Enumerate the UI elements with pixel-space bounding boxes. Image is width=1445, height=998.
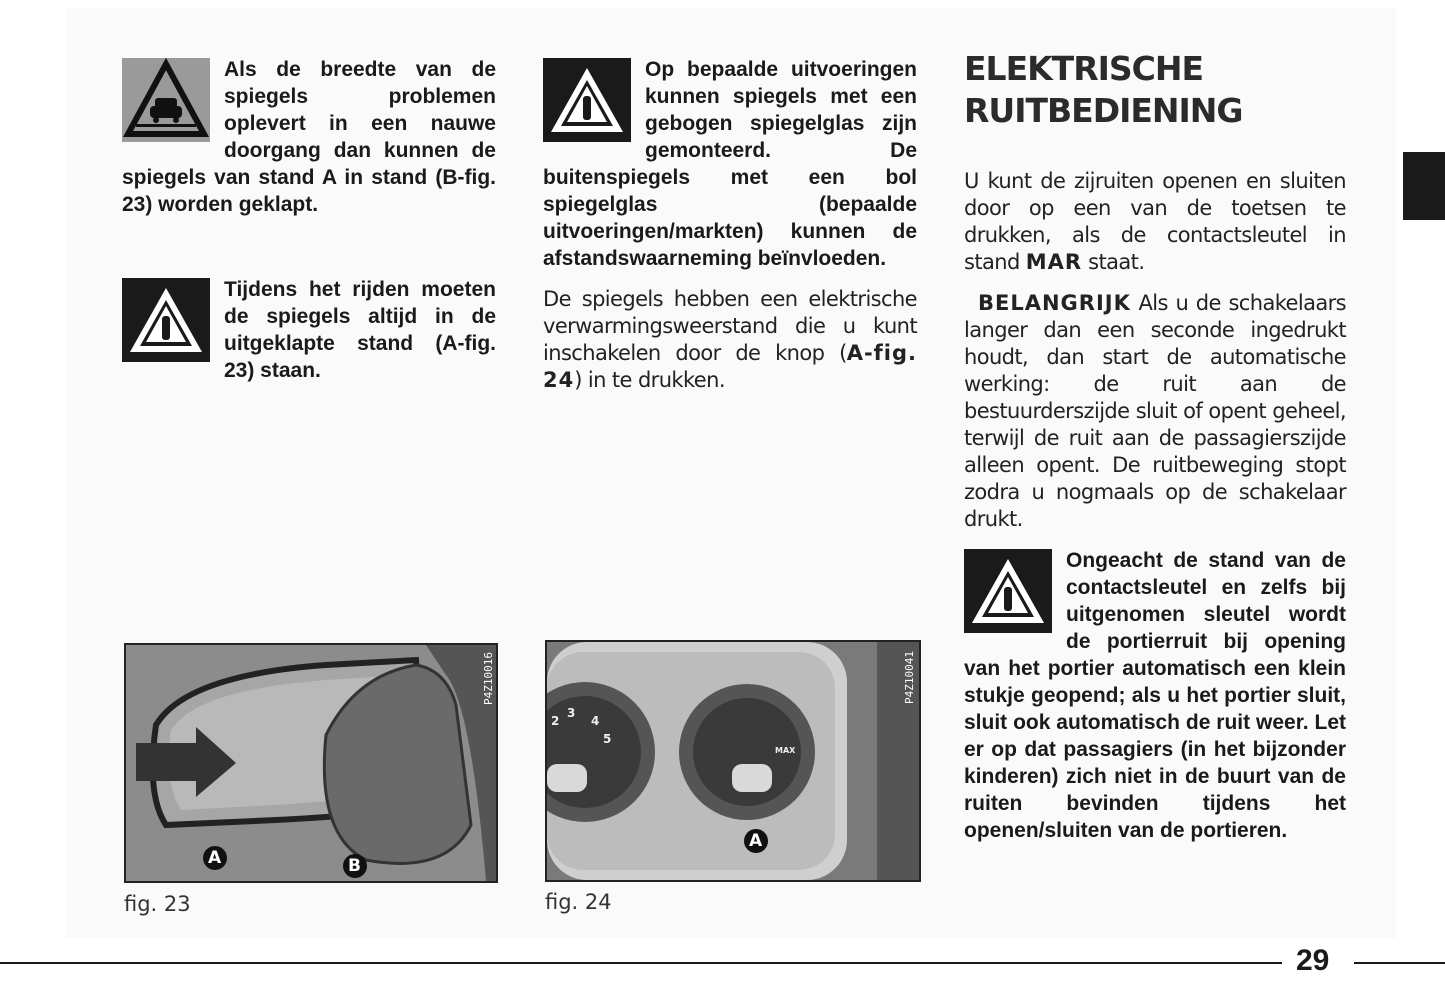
warning-text-window: Ongeacht de stand van de contactsleutel en zelfs bij uitgenomen sleutel wordt de portierruit bij opening van het portier automatisch een klein stukje geopend; als u het portier sluit, sluit ook automatisch de ruit weer. Let er op dat passagiers (in het bijzonder kinderen) zich niet in de buurt van de ruiten bevinden tijdens het openen/sluiten van de portieren. xyxy=(964,549,1346,842)
windows-intro-paragraph xyxy=(964,168,1346,276)
heated-mirror-text-end: ) in te drukken. xyxy=(574,368,725,392)
footer-rule-left xyxy=(0,962,1282,964)
column-2 xyxy=(543,56,917,394)
warning-text-curved: Op bepaalde uitvoeringen kunnen spiegels met een gebogen spiegelglas zijn gemonteerd. De buitenspiegels met een bol spiegelglas (bepaalde uitvoeringen/markten) kunnen de afstandswaarneming beïnvloeden. xyxy=(543,58,917,270)
figure-23-caption: fig. 23 xyxy=(124,892,191,916)
column-3 xyxy=(964,48,1346,844)
key-position-mar: MAR xyxy=(1025,250,1083,274)
mirror-illustration xyxy=(126,645,496,881)
figure-reference: A-fig. 24 xyxy=(543,341,917,392)
chapter-tab-marker xyxy=(1403,152,1445,220)
figure-24-caption: fig. 24 xyxy=(545,890,612,914)
windows-intro-text-end: staat. xyxy=(1082,250,1145,274)
callout-b-label: B xyxy=(348,856,361,876)
heated-mirror-text: De spiegels hebben een elektrische verwarmingsweerstand die u kunt inschakelen door de knop ( xyxy=(543,287,917,365)
heading-line-1: ELEKTRISCHE xyxy=(964,49,1204,88)
important-label: BELANGRIJK xyxy=(978,291,1131,315)
warning-block-mirror-width xyxy=(122,56,496,218)
warning-triangle-icon xyxy=(964,549,1052,633)
warning-block-window-auto xyxy=(964,547,1346,844)
warning-triangle-icon xyxy=(543,58,631,142)
figure-23-mirror-photo xyxy=(124,643,498,883)
windows-intro-text: U kunt de zijruiten openen en sluiten door op een van de toetsen te drukken, als de contactsleutel in stand xyxy=(964,169,1346,274)
warning-block-mirror-driving xyxy=(122,276,496,384)
dial-number-3: 3 xyxy=(567,706,576,720)
footer-rule-right xyxy=(1354,962,1445,964)
warning-triangle-icon xyxy=(122,278,210,362)
figure-24-dashboard-photo xyxy=(545,640,921,882)
warning-text-2: Tijdens het rijden moeten de spiegels altijd in de uitgeklapte stand (A-fig. 23) staan. xyxy=(224,278,496,382)
dial-number-2: 2 xyxy=(551,714,560,728)
heated-mirror-paragraph xyxy=(543,286,917,394)
page-number: 29 xyxy=(1296,944,1330,977)
figure-code: P4Z10016 xyxy=(482,652,495,705)
warning-block-curved-mirror xyxy=(543,56,917,272)
climate-control-illustration xyxy=(547,642,919,880)
callout-a-label: A xyxy=(208,848,222,868)
callout-a-label: A xyxy=(749,831,763,851)
dial-max-label: MAX xyxy=(775,746,796,755)
car-narrow-passage-icon xyxy=(122,58,210,142)
section-heading xyxy=(964,48,1346,132)
heading-line-2: RUITBEDIENING xyxy=(964,91,1243,130)
column-1 xyxy=(122,56,496,384)
warning-text-1: Als de breedte van de spiegels problemen oplevert in een nauwe doorgang dan kunnen de spiegels van stand A in stand (B-fig. 23) worden geklapt. xyxy=(122,58,496,216)
important-paragraph xyxy=(964,290,1346,533)
dial-number-4: 4 xyxy=(591,714,600,728)
figure-code: P4Z10041 xyxy=(903,651,916,704)
important-text: Als u de schakelaars langer dan een seconde ingedrukt houdt, dan start de automatische werking: de ruit aan de bestuurderszijde sluit of opent geheel, terwijl de ruit aan de passagierszijde alleen opent. De ruitbeweging stopt zodra u nogmaals op de schakelaar drukt. xyxy=(964,291,1346,531)
dial-number-5: 5 xyxy=(603,732,612,746)
